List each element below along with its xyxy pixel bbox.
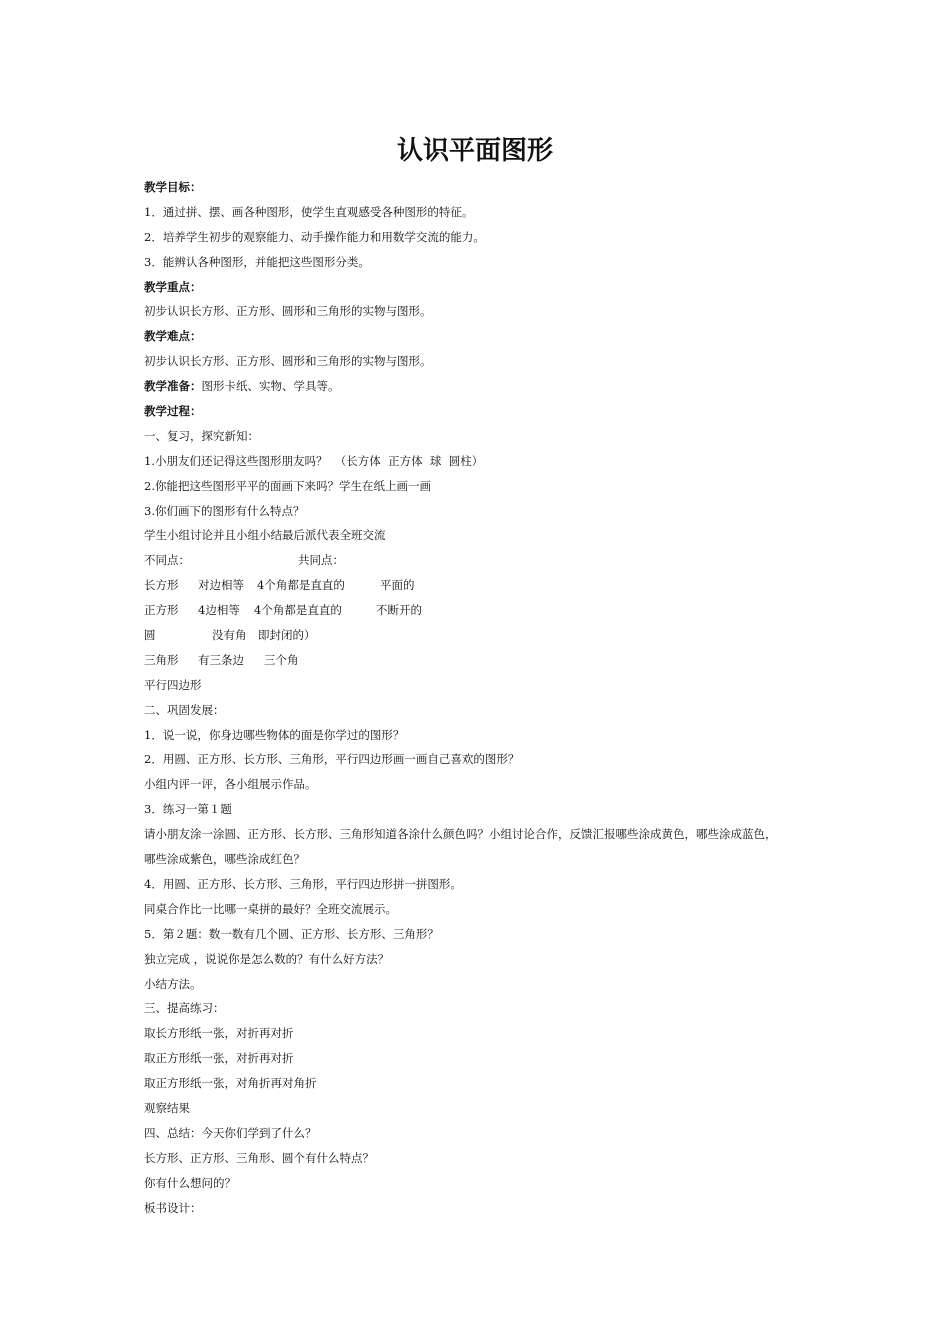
shape-name: 圆: [144, 628, 156, 643]
shape-angles: 4个角都是直直的: [257, 578, 345, 593]
comparison-row: [144, 573, 824, 598]
comparison-row: [144, 623, 824, 648]
comparison-header: [144, 548, 824, 573]
process-heading: 教学过程：: [144, 404, 202, 419]
practice-item: 观察结果: [144, 1100, 190, 1115]
practice-item: 取正方形纸一张，对角折再对角折: [144, 1076, 317, 1091]
section-title: 三、提高练习：: [144, 1001, 225, 1016]
practice-item: 取长方形纸一张，对折再对折: [144, 1026, 294, 1041]
section-title: 一、复习，探究新知：: [144, 428, 259, 443]
preparation-label: 教学准备：: [144, 379, 202, 394]
shape-name: 平行四边形: [144, 677, 202, 692]
diff-label: 不同点：: [144, 553, 190, 568]
exercise-note: 同桌合作比一比哪一桌拼的最好？全班交流展示。: [144, 901, 397, 916]
exercise-note: 请小朋友涂一涂圆、正方形、长方形、三角形知道各涂什么颜色吗？小组讨论合作，反馈汇报哪些涂成黄色，哪些涂成蓝色，: [144, 827, 777, 842]
difficulty-heading: 教学难点：: [144, 329, 202, 344]
shape-sides: 对边相等: [198, 578, 244, 593]
goal-item: 1．通过拼、摆、画各种图形，使学生直观感受各种图形的特征。: [144, 204, 474, 219]
exercise-item: 4．用圆、正方形、长方形、三角形，平行四边形拼一拼图形。: [144, 876, 462, 891]
exercise-item: 3．练习一第１题: [144, 802, 232, 817]
shape-name: 正方形: [144, 603, 179, 618]
shape-angles: 即封闭的）: [258, 628, 316, 643]
exercise-item: 2．用圆、正方形、长方形、三角形，平行四边形画一画自己喜欢的图形？: [144, 752, 520, 767]
common-trait: 平面的: [380, 578, 415, 593]
question-item: 3.你们画下的图形有什么特点？: [144, 503, 305, 518]
shape-angles: 三个角: [264, 652, 299, 667]
shape-sides: 没有角: [212, 628, 247, 643]
exercise-item: 1．说一说，你身边哪些物体的面是你学过的图形？: [144, 727, 405, 742]
summary-item: 板书设计：: [144, 1200, 202, 1215]
discussion-text: 学生小组讨论并且小组小结最后派代表全班交流: [144, 528, 386, 543]
common-trait: 不断开的: [376, 603, 422, 618]
shape-name: 长方形: [144, 578, 179, 593]
practice-item: 取正方形纸一张，对折再对折: [144, 1051, 294, 1066]
summary-item: 你有什么想问的？: [144, 1175, 236, 1190]
goal-item: 2．培养学生初步的观察能力、动手操作能力和用数学交流的能力。: [144, 229, 485, 244]
exercise-note: 小组内评一评，各小组展示作品。: [144, 777, 317, 792]
goal-item: 3．能辨认各种图形，并能把这些图形分类。: [144, 254, 370, 269]
shape-name: 三角形: [144, 652, 179, 667]
section-title: 二、巩固发展：: [144, 702, 225, 717]
key-points-heading: 教学重点：: [144, 279, 202, 294]
difficulty-text: 初步认识长方形、正方形、圆形和三角形的实物与图形。: [144, 354, 432, 369]
same-label: 共同点：: [298, 553, 344, 568]
exercise-note: 小结方法。: [144, 976, 202, 991]
shape-angles: 4个角都是直直的: [254, 603, 342, 618]
preparation-text: 图形卡纸、实物、学具等。: [201, 379, 340, 394]
summary-item: 长方形、正方形、三角形、圆个有什么特点？: [144, 1150, 374, 1165]
exercise-note: 哪些涂成紫色，哪些涂成红色？: [144, 852, 305, 867]
section-title: 四、总结：今天你们学到了什么？: [144, 1125, 317, 1140]
document-body: [144, 175, 824, 1220]
shape-sides: 有三条边: [198, 652, 244, 667]
goals-heading: 教学目标：: [144, 180, 202, 194]
question-item: 1.小朋友们还记得这些图形朋友吗？ （长方体 正方体 球 圆柱）: [144, 453, 484, 468]
exercise-note: 独立完成 ，说说你是怎么数的？有什么好方法？: [144, 951, 390, 966]
comparison-row: [144, 648, 824, 673]
page-title: 认识平面图形: [396, 136, 553, 166]
key-points-text: 初步认识长方形、正方形、圆形和三角形的实物与图形。: [144, 304, 432, 319]
comparison-row: [144, 598, 824, 623]
shape-sides: 4边相等: [198, 603, 240, 618]
comparison-row: [144, 673, 824, 698]
exercise-item: 5．第２题：数一数有几个圆、正方形、长方形、三角形？: [144, 926, 439, 941]
preparation-line: [144, 374, 824, 399]
question-item: 2.你能把这些图形平平的面画下来吗？学生在纸上画一画: [144, 478, 431, 493]
